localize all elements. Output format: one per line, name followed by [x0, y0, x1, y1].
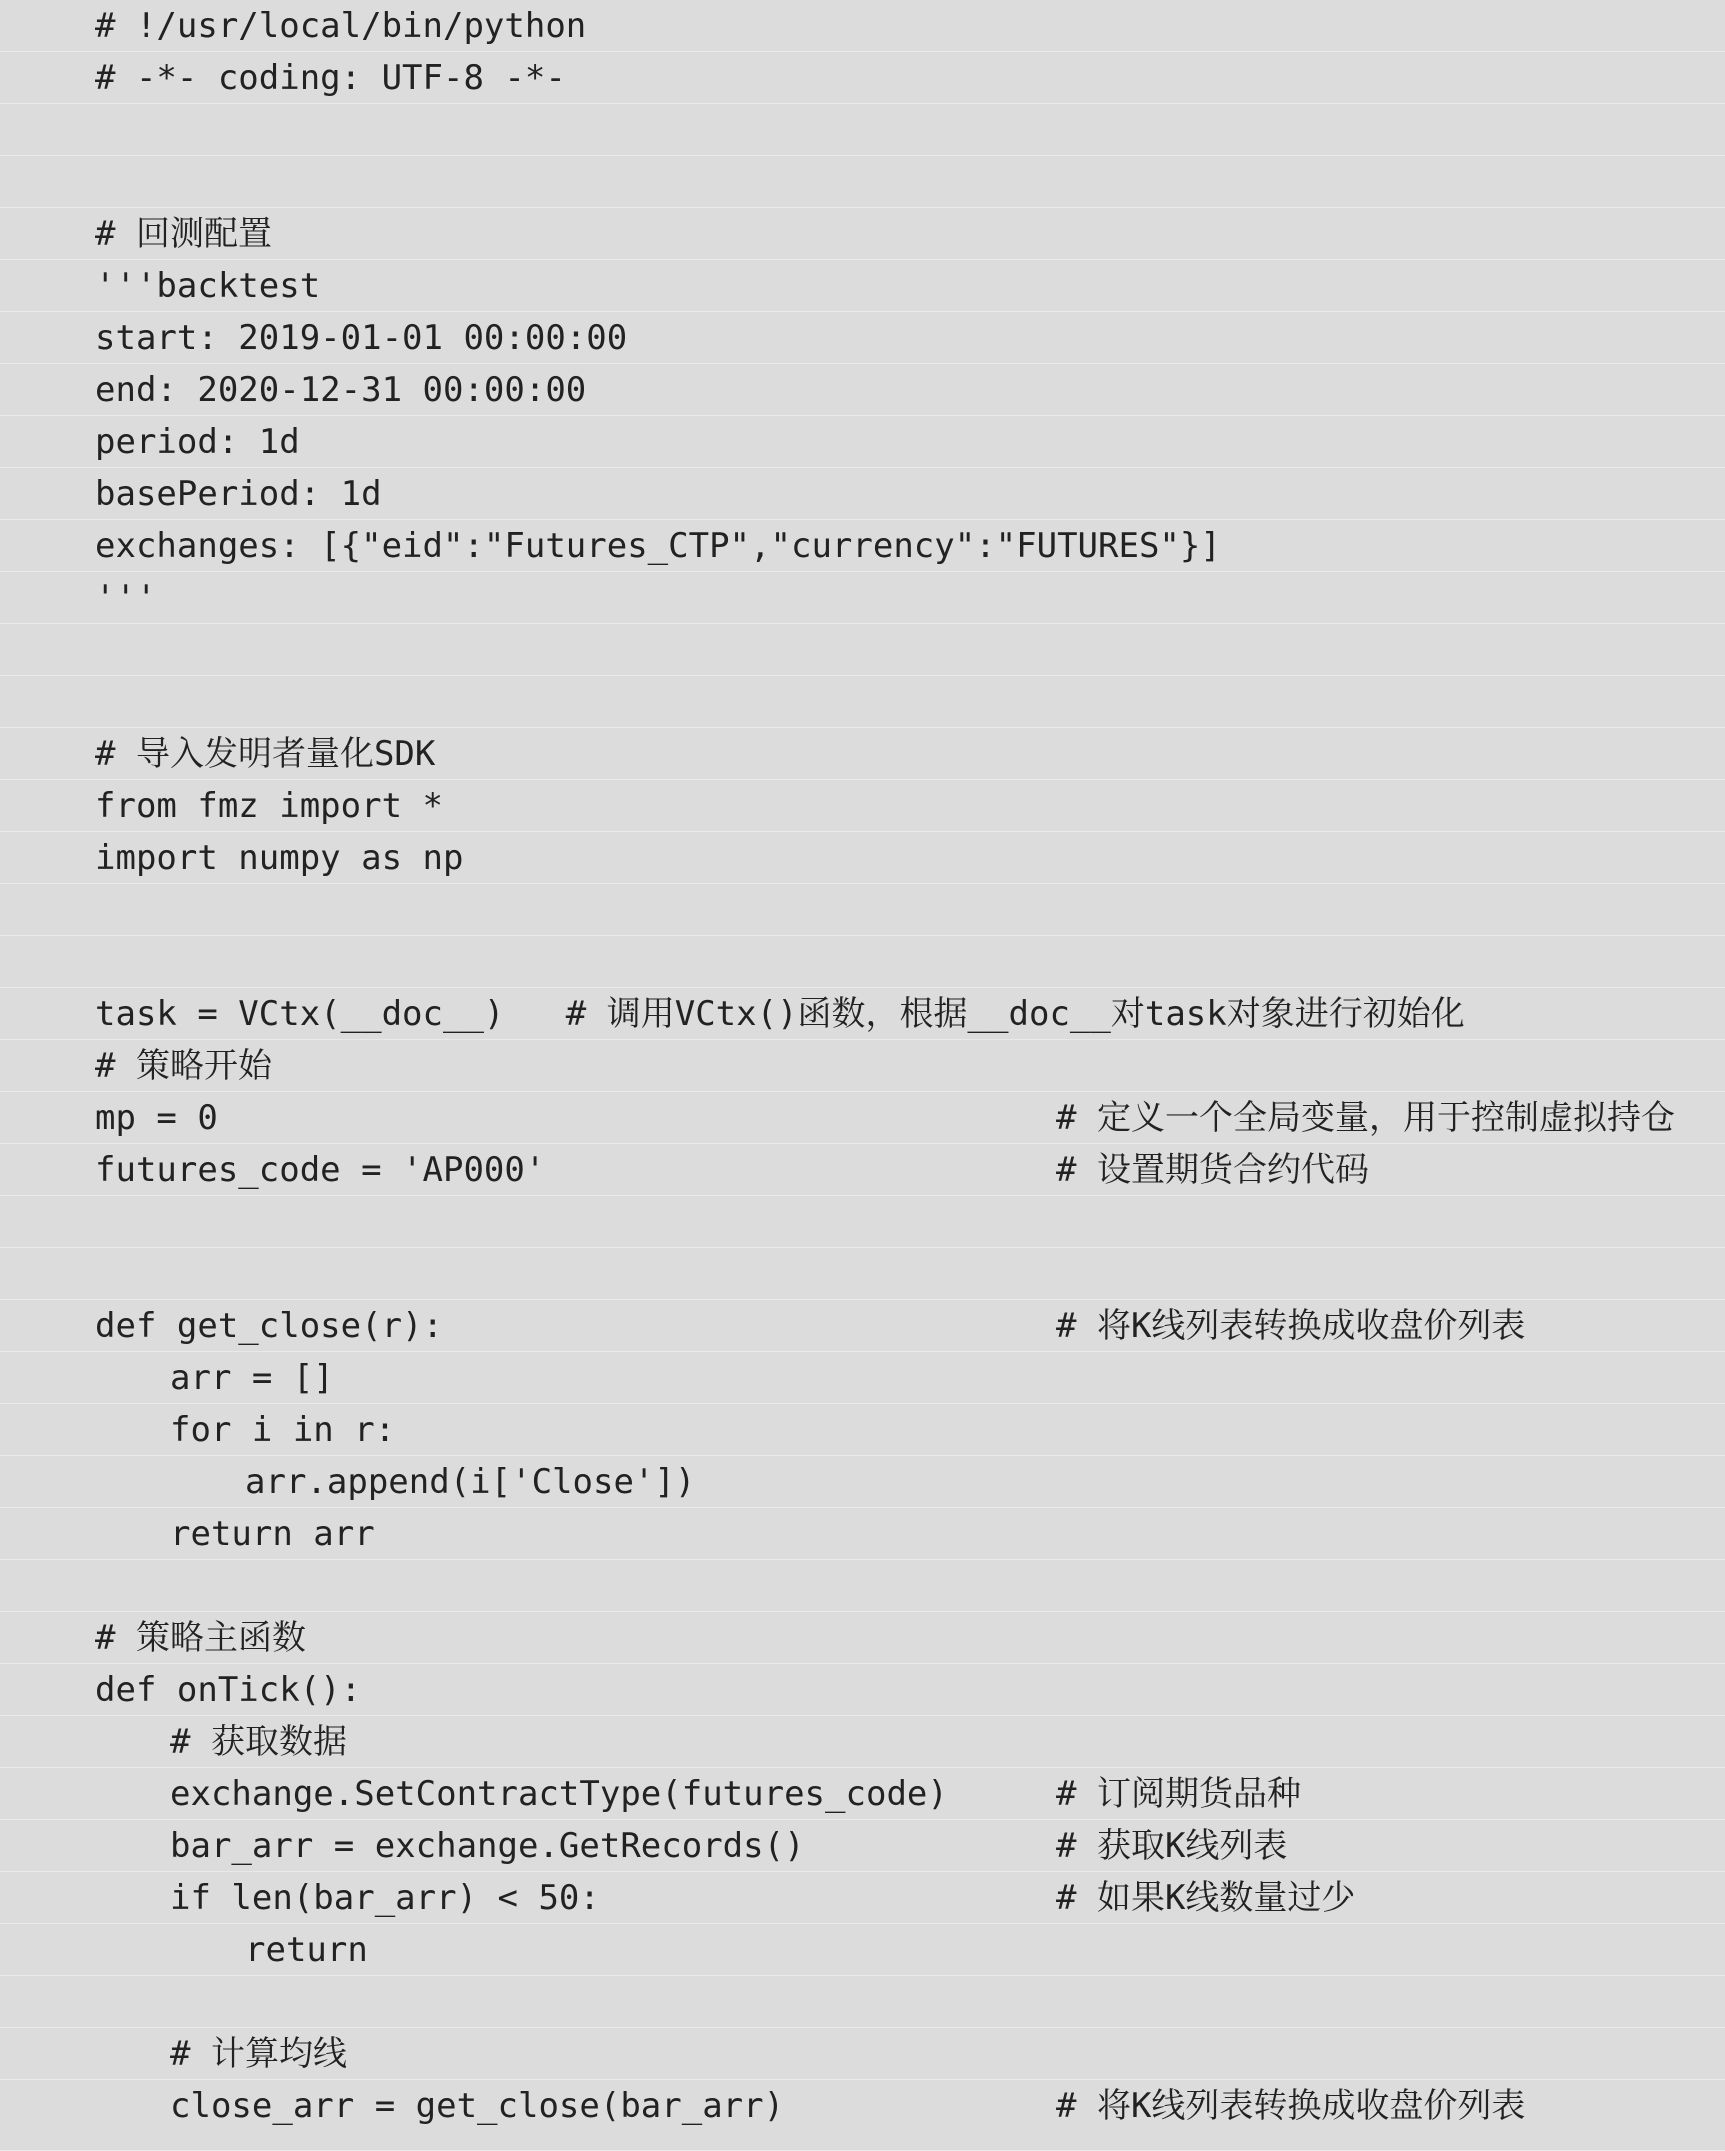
code-line: [0, 1768, 1725, 1820]
code-text: # !/usr/local/bin/python: [95, 6, 587, 46]
code-text: basePeriod: 1d: [95, 474, 382, 514]
code-comment: # 如果K线数量过少: [1056, 1878, 1356, 1918]
code-line: [0, 832, 1725, 884]
code-comment: # 设置期货合约代码: [1056, 1150, 1369, 1190]
code-line: [0, 1352, 1725, 1404]
code-line: [0, 0, 1725, 52]
code-line: [0, 572, 1725, 624]
code-text: '''backtest: [95, 266, 321, 306]
code-comment: # 获取K线列表: [1056, 1826, 1288, 1866]
code-text: if len(bar_arr) < 50:: [170, 1878, 600, 1918]
code-line: [0, 624, 1725, 676]
code-text: ''': [95, 578, 157, 618]
code-line: [0, 884, 1725, 936]
code-text: # 回测配置: [95, 214, 272, 254]
code-line: [0, 1248, 1725, 1300]
code-text: return arr: [170, 1514, 375, 1554]
code-text: def get_close(r):: [95, 1306, 443, 1346]
code-line: [0, 1612, 1725, 1664]
code-text: close_arr = get_close(bar_arr): [170, 2086, 785, 2126]
code-text: # 导入发明者量化SDK: [95, 734, 436, 774]
code-comment: # 将K线列表转换成收盘价列表: [1056, 1306, 1526, 1346]
code-line: [0, 1040, 1725, 1092]
code-line: [0, 52, 1725, 104]
code-line: [0, 1820, 1725, 1872]
code-line: [0, 104, 1725, 156]
code-text: bar_arr = exchange.GetRecords(): [170, 1826, 805, 1866]
code-line: [0, 312, 1725, 364]
code-line: [0, 520, 1725, 572]
code-text: # 获取数据: [170, 1722, 347, 1762]
code-line: [0, 988, 1725, 1040]
code-line: [0, 1456, 1725, 1508]
code-line: [0, 1196, 1725, 1248]
code-line: [0, 1872, 1725, 1924]
code-text: arr.append(i['Close']): [245, 1462, 696, 1502]
code-text: arr = []: [170, 1358, 334, 1398]
code-line: [0, 676, 1725, 728]
code-text: # 策略主函数: [95, 1618, 306, 1658]
code-line: [0, 1508, 1725, 1560]
code-text: mp = 0: [95, 1098, 218, 1138]
code-text: exchanges: [{"eid":"Futures_CTP","currency":"FUTURES"}]: [95, 526, 1221, 566]
code-line: [0, 416, 1725, 468]
code-line: [0, 728, 1725, 780]
code-text: import numpy as np: [95, 838, 464, 878]
code-line: [0, 1092, 1725, 1144]
code-text: period: 1d: [95, 422, 300, 462]
code-line: [0, 208, 1725, 260]
code-line: [0, 1716, 1725, 1768]
code-line: [0, 1300, 1725, 1352]
code-line: [0, 936, 1725, 988]
code-line: [0, 260, 1725, 312]
code-comment: # 订阅期货品种: [1056, 1774, 1301, 1814]
code-line: [0, 1144, 1725, 1196]
code-text: end: 2020-12-31 00:00:00: [95, 370, 587, 410]
code-comment: # 定义一个全局变量，用于控制虚拟持仓: [1056, 1098, 1675, 1138]
code-text: def onTick():: [95, 1670, 362, 1710]
code-text: exchange.SetContractType(futures_code): [170, 1774, 948, 1814]
code-line: [0, 2080, 1725, 2151]
code-text: start: 2019-01-01 00:00:00: [95, 318, 628, 358]
code-text: # 计算均线: [170, 2034, 347, 2074]
code-line: [0, 468, 1725, 520]
code-line: [0, 1976, 1725, 2028]
code-text: # 策略开始: [95, 1046, 272, 1086]
code-line: [0, 1664, 1725, 1716]
code-line: [0, 156, 1725, 208]
code-text: futures_code = 'AP000': [95, 1150, 546, 1190]
code-line: [0, 364, 1725, 416]
code-text: # -*- coding: UTF-8 -*-: [95, 58, 566, 98]
code-line: [0, 1404, 1725, 1456]
code-line: [0, 780, 1725, 832]
code-text: return: [245, 1930, 368, 1970]
code-comment: # 将K线列表转换成收盘价列表: [1056, 2086, 1526, 2126]
code-line: [0, 1560, 1725, 1612]
code-line: [0, 1924, 1725, 1976]
code-line: [0, 2028, 1725, 2080]
code-text: for i in r:: [170, 1410, 396, 1450]
code-text: task = VCtx(__doc__) # 调用VCtx()函数，根据__doc__对task对象进行初始化: [95, 994, 1465, 1034]
code-text: from fmz import *: [95, 786, 443, 826]
